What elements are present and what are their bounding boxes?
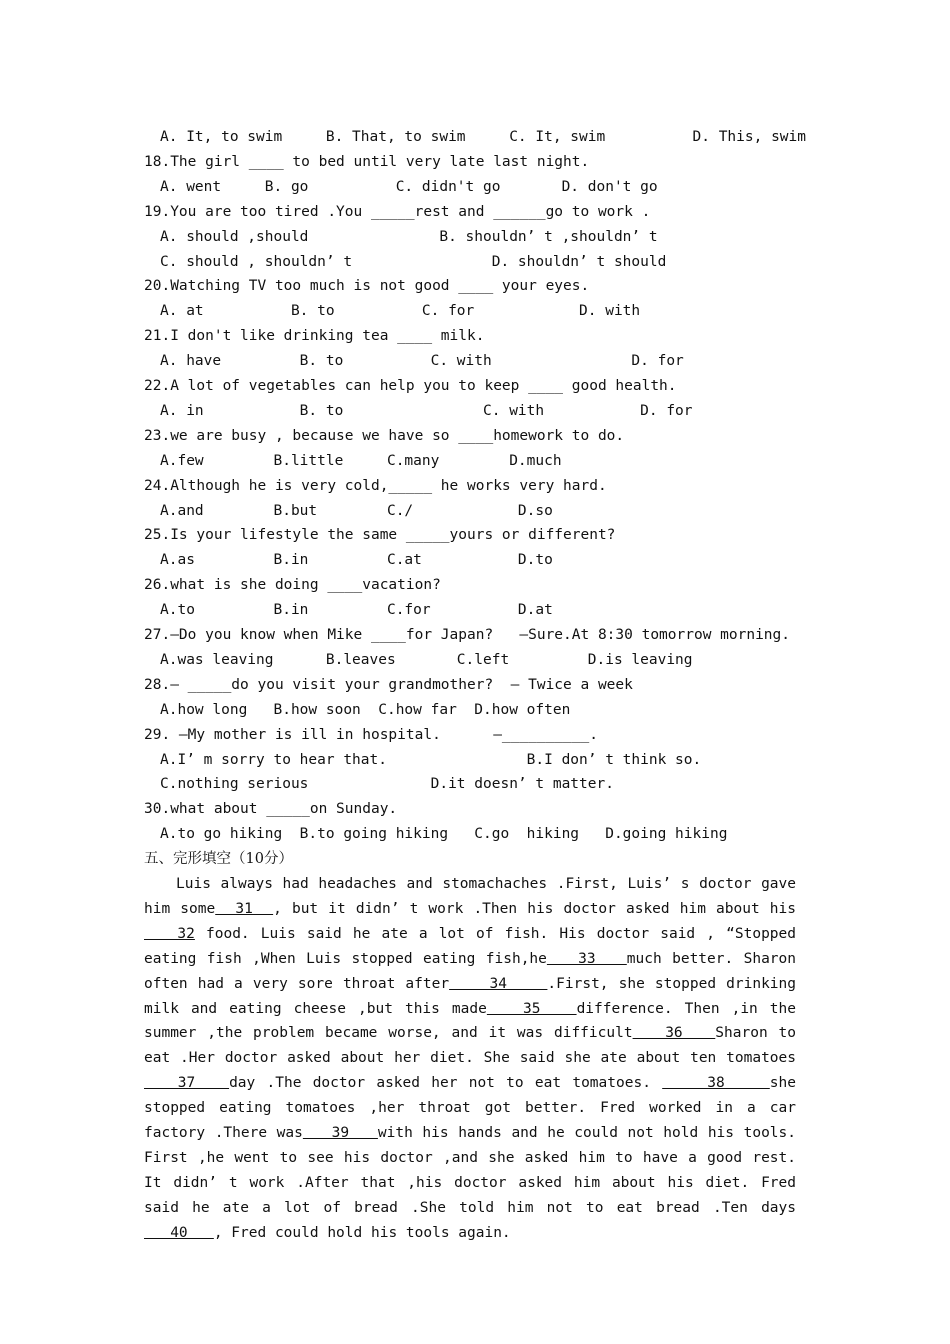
- question-stem: 23.we are busy , because we have so ____homework to do.: [144, 427, 625, 444]
- question-options: A. in B. to C. with D. for: [160, 402, 693, 419]
- passage-text: food. Luis said he ate a lot of fish. His doctor said , “Stopped eating fish ,When Luis stopped eating fish,he: [144, 925, 796, 967]
- passage-text: .First, she stopped drinking milk and eating cheese ,but this made: [144, 975, 796, 1017]
- question-options: A.was leaving B.leaves C.left D.is leaving: [160, 651, 693, 668]
- question-stem: 18.The girl ____ to bed until very late last night.: [144, 153, 590, 170]
- question-options: A.I’ m sorry to hear that. B.I don’ t think so.: [160, 751, 702, 768]
- question-options: A.to B.in C.for D.at: [160, 602, 553, 619]
- question-stem: 29. —My mother is ill in hospital. —__________.: [144, 726, 598, 743]
- question-options: A.and B.but C./ D.so: [160, 502, 553, 519]
- passage-text: Sharon to eat .Her doctor asked about her diet. She said she ate about ten tomatoes: [144, 1025, 797, 1067]
- question-options: C.nothing serious D.it doesn’ t matter.: [160, 776, 614, 793]
- passage-text: day .The doctor asked her not to eat tomatoes.: [229, 1075, 663, 1092]
- passage-text: difference. Then ,in the summer ,the problem became worse, and it was difficult: [144, 1000, 797, 1042]
- cloze-blank[interactable]: 39: [302, 1125, 378, 1142]
- passage-text: much better. Sharon often had a very sore throat after: [144, 950, 796, 992]
- question-options: A.few B.little C.many D.much: [160, 452, 562, 469]
- question-stem: 30.what about _____on Sunday.: [144, 801, 398, 818]
- section-title: 五、完形填空（10分）: [144, 851, 293, 867]
- cloze-blank[interactable]: 36: [632, 1025, 716, 1042]
- question-options: A. It, to swim B. That, to swim C. It, swim D. This, swim: [160, 129, 807, 145]
- question-stem: 22.A lot of vegetables can help you to keep ____ good health.: [144, 378, 677, 394]
- cloze-blank[interactable]: 38: [662, 1075, 770, 1092]
- passage-text: , Fred could hold his tools again.: [213, 1224, 511, 1241]
- question-options: C. should , shouldn’ t D. shouldn’ t should: [160, 253, 667, 270]
- passage-text: Luis always had headaches and stomachaches .First, Luis’ s doctor gave him some: [144, 876, 796, 917]
- question-stem: 24.Although he is very cold,_____ he works very hard.: [144, 477, 607, 494]
- question-stem: 27.—Do you know when Mike ____for Japan? —Sure.At 8:30 tomorrow morning.: [144, 627, 791, 643]
- question-options: A. have B. to C. with D. for: [160, 353, 684, 370]
- question-stem: 19.You are too tired .You _____rest and ______go to work .: [144, 203, 651, 220]
- question-stem: 28.— _____do you visit your grandmother? — Twice a week: [144, 676, 633, 693]
- question-options: A. went B. go C. didn't go D. don't go: [160, 178, 658, 195]
- question-options: A. at B. to C. for D. with: [160, 303, 641, 320]
- question-stem: 20.Watching TV too much is not good ____ your eyes.: [144, 278, 590, 295]
- passage-text: she stopped eating tomatoes ,her throat got better. Fred worked in a car factory .There was: [144, 1075, 796, 1142]
- cloze-blank[interactable]: 32: [144, 925, 195, 942]
- cloze-blank[interactable]: 33: [546, 950, 627, 967]
- question-options: A. should ,should B. shouldn’ t ,shouldn’ t: [160, 228, 658, 245]
- question-stem: 26.what is she doing ____vacation?: [144, 577, 441, 594]
- question-stem: 21.I don't like drinking tea ____ milk.: [144, 328, 485, 345]
- cloze-blank[interactable]: 35: [486, 1000, 577, 1017]
- cloze-passage: [144, 872, 796, 1246]
- question-stem: 25.Is your lifestyle the same _____yours or different?: [144, 527, 616, 544]
- question-options: A.as B.in C.at D.to: [160, 552, 553, 569]
- cloze-blank[interactable]: 31: [215, 900, 274, 917]
- cloze-blank[interactable]: 40: [144, 1224, 214, 1241]
- cloze-blank[interactable]: 34: [449, 975, 548, 992]
- cloze-blank[interactable]: 37: [144, 1075, 230, 1092]
- question-options: A.to go hiking B.to going hiking C.go hiking D.going hiking: [160, 826, 728, 843]
- passage-text: with his hands and he could not hold his tools. First ,he went to see his doctor ,and she asked him to have a good rest. It didn’ t work .After that ,his doctor asked him about his diet. Fred said he ate a lot of bread .She told him not to eat bread .Ten days: [144, 1125, 796, 1216]
- passage-text: , but it didn’ t work .Then his doctor asked him about his: [273, 900, 796, 917]
- question-options: A.how long B.how soon C.how far D.how often: [160, 701, 571, 718]
